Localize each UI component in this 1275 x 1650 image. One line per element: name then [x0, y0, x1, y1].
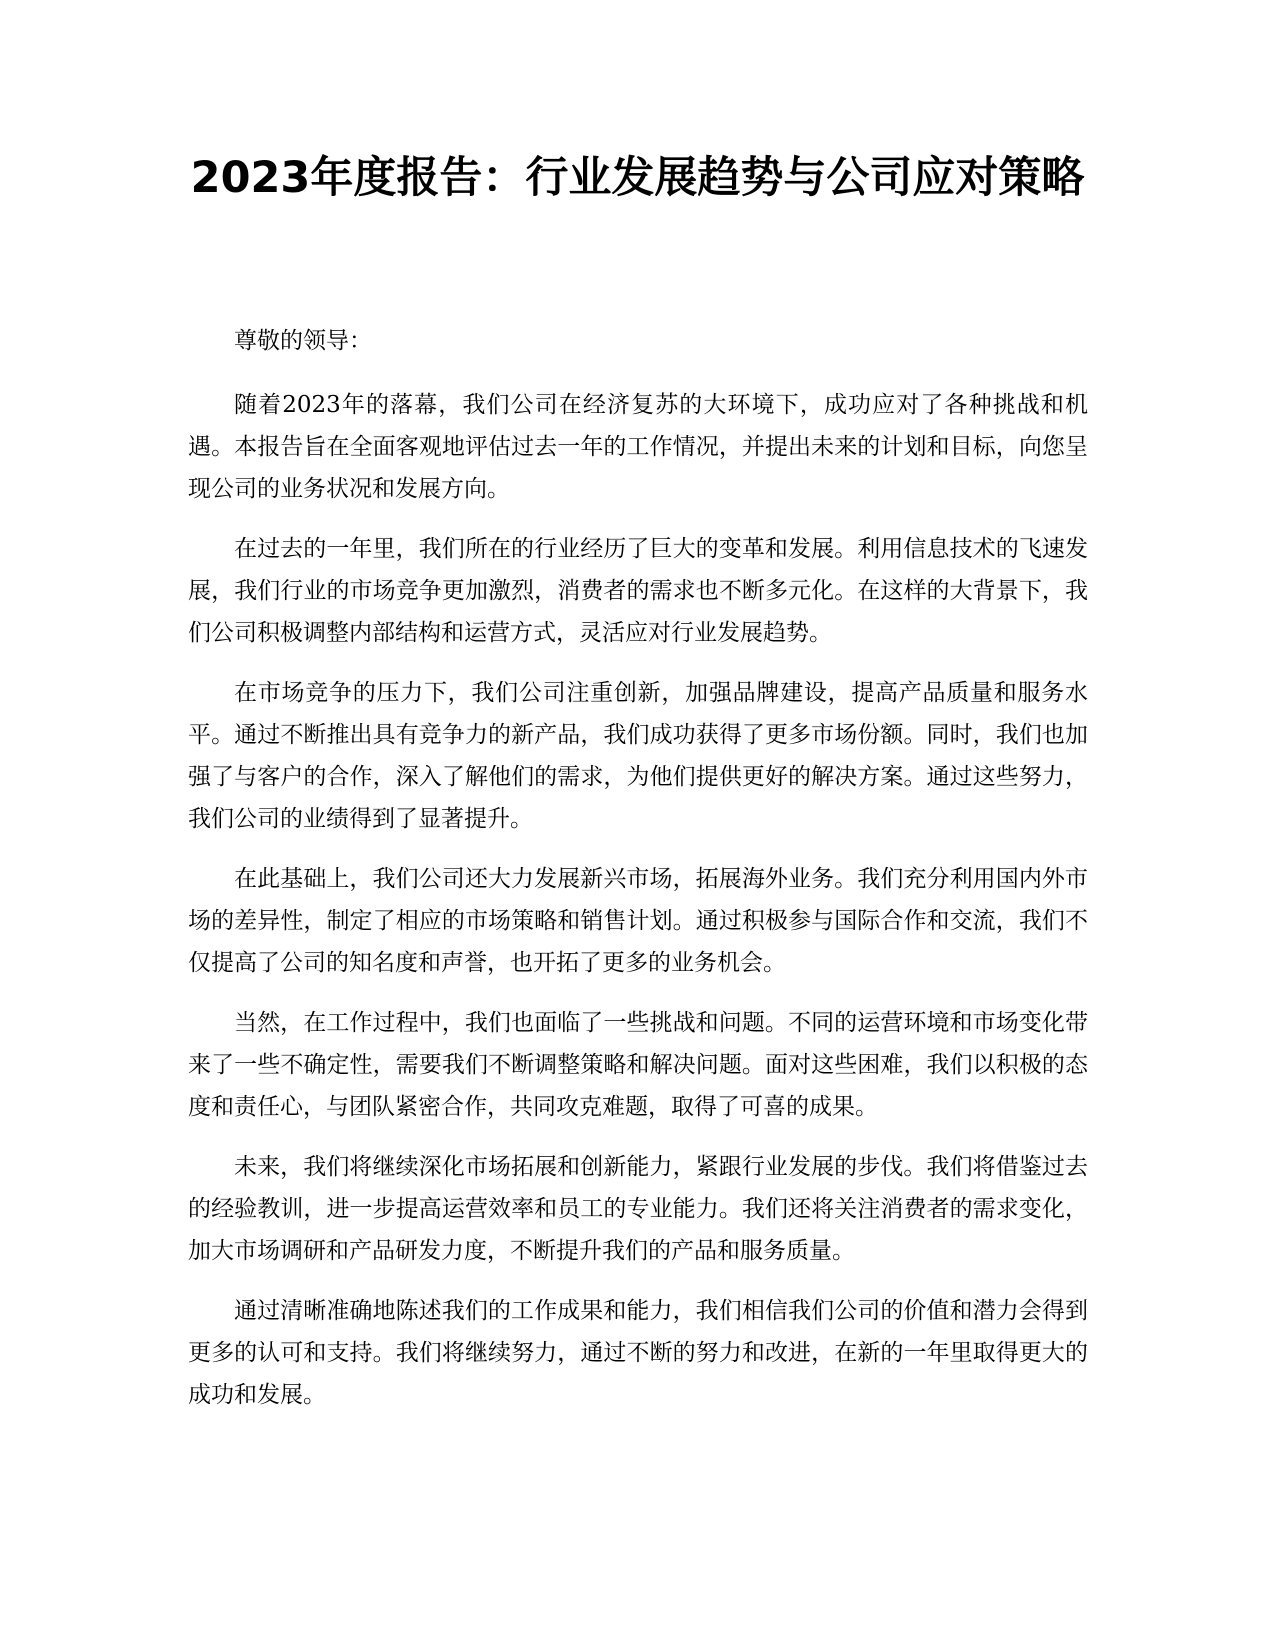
- paragraph-5: 当然，在工作过程中，我们也面临了一些挑战和问题。不同的运营环境和市场变化带来了一些不确定性，需要我们不断调整策略和解决问题。面对这些困难，我们以积极的态度和责任心，与团队紧密合作，共同攻克难题，取得了可喜的成果。: [188, 1010, 1088, 1120]
- greeting-line: 尊敬的领导：: [234, 328, 372, 354]
- paragraph-3: 在市场竞争的压力下，我们公司注重创新，加强品牌建设，提高产品质量和服务水平。通过不断推出具有竞争力的新产品，我们成功获得了更多市场份额。同时，我们也加强了与客户的合作，深入了解他们的需求，为他们提供更好的解决方案。通过这些努力，我们公司的业绩得到了显著提升。: [188, 680, 1088, 832]
- paragraph-1: 随着2023年的落幕，我们公司在经济复苏的大环境下，成功应对了各种挑战和机遇。本报告旨在全面客观地评估过去一年的工作情况，并提出未来的计划和目标，向您呈现公司的业务状况和发展方向。: [188, 392, 1088, 502]
- paragraph-6: 未来，我们将继续深化市场拓展和创新能力，紧跟行业发展的步伐。我们将借鉴过去的经验教训，进一步提高运营效率和员工的专业能力。我们还将关注消费者的需求变化，加大市场调研和产品研发力度，不断提升我们的产品和服务质量。: [188, 1154, 1088, 1264]
- document-title: 2023年度报告：行业发展趋势与公司应对策略: [190, 153, 1085, 203]
- paragraph-2: 在过去的一年里，我们所在的行业经历了巨大的变革和发展。利用信息技术的飞速发展，我们行业的市场竞争更加激烈，消费者的需求也不断多元化。在这样的大背景下，我们公司积极调整内部结构和运营方式，灵活应对行业发展趋势。: [188, 536, 1088, 646]
- document-body: [188, 320, 1088, 1434]
- paragraph-4: 在此基础上，我们公司还大力发展新兴市场，拓展海外业务。我们充分利用国内外市场的差异性，制定了相应的市场策略和销售计划。通过积极参与国际合作和交流，我们不仅提高了公司的知名度和声誉，也开拓了更多的业务机会。: [188, 866, 1088, 976]
- paragraph-7: 通过清晰准确地陈述我们的工作成果和能力，我们相信我们公司的价值和潜力会得到更多的认可和支持。我们将继续努力，通过不断的努力和改进，在新的一年里取得更大的成功和发展。: [188, 1298, 1088, 1408]
